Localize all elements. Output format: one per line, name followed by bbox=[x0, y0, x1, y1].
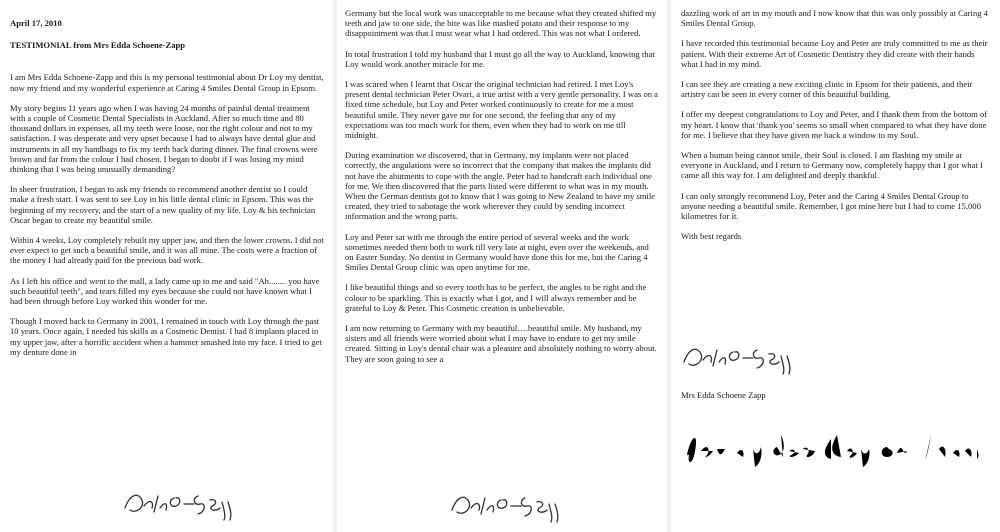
paragraph: I can see they are creating a new exciting clinic in Epsom for their patients, and their artistry can be seen in every corner of this beautiful building. bbox=[681, 79, 973, 100]
testimonial-heading: TESTIMONIAL from Mrs Edda Schoene-Zapp bbox=[10, 40, 186, 51]
signer-name: Mrs Edda Schoene Zapp bbox=[681, 390, 766, 400]
letter-page-3 bbox=[671, 0, 1000, 532]
paragraph: When a human being cannot smile, their Soul is closed. I am flashing my smile at everyone in Auckland, and I return to Germany now, completely happy that I got what I came all this way for. I am delighted and deeply thankful. bbox=[681, 150, 983, 181]
paragraph: In sheer frustration, I began to ask my friends to recommend another dentist so I could make a fresh start. I was sent to see Loy in his little dental clinic in Epsom. This was the beginning of my recovery, and the start of a new quality of my life. Loy & his technician Oscar began to create my beautiful smile. bbox=[10, 184, 316, 225]
paragraph: I can only strongly recommend Loy, Peter and the Caring 4 Smiles Dental Group to anyone needing a beautiful smile. Remember, I got mine here but I had to come 15,000 kilometres for it. bbox=[681, 190, 981, 222]
signature-image bbox=[447, 488, 567, 524]
paragraph: As I left his office and went to the mall, a lady came up to me and said "Ah........ you have such beautiful teeth", and tears filled my eyes because she could not have known what I had been through before Loy worked this wonder for me. bbox=[10, 275, 320, 307]
paragraph: Though I moved back to Germany in 2001, I remained in touch with Loy through the past 10 years. Once again, I needed his skills as a Cosmetic Dentist. I had 8 implants placed in my upper jaw, after a horrific accident when a hammer smashed into my face. I tried to get my denture done in bbox=[10, 316, 322, 357]
letter-date: April 17, 2010 bbox=[10, 18, 62, 28]
paragraph: I have recorded this testimonial because Loy and Peter are truly committed to me as their patient. With their extreme Art of Cosmetic Dentistry they did create with their hands what I had in my mind. bbox=[681, 38, 988, 69]
letter-page-1 bbox=[0, 0, 333, 532]
paragraph: In total frustration I told my husband that I must go all the way to Auckland, knowing that Loy would work another miracle for me. bbox=[345, 48, 655, 69]
letter-page-2 bbox=[337, 0, 667, 532]
closing-line: With best regards bbox=[681, 231, 742, 242]
paragraph: During examination we discovered, that in Germany, my implants were not placed correctly, the angulations were so incorrect that the company that makes the implants did not have the abutments to cope with the angle. Peter had to handcraft each individual one for me. We then discovered that the parts listed were different to what was in my mouth. When the German dentists got to know that I was going to New Zealand to have my smile created, they tried to sabotage the work wherever they could by sending incorrect information and the wrong parts. bbox=[345, 150, 656, 222]
handwritten-dedication bbox=[681, 425, 981, 471]
signature-image bbox=[679, 340, 799, 376]
handwritten-signature bbox=[679, 340, 799, 376]
dedication-image bbox=[681, 425, 981, 471]
paragraph: Loy and Peter sat with me through the entire period of several weeks and the work sometimes needed them both to work till very late at night, even over the weekends, and on Easter Sunday. No dentist in Germany would have done this for me, but the Caring 4 Smiles Dental Group clinic was open anytime for me. bbox=[345, 231, 649, 273]
paragraph: dazzling work of art in my mouth and I now know that this was only possibly at Caring 4 Smiles Dental Group. bbox=[681, 8, 988, 29]
paragraph: I am now returning to Germany with my beautiful….beautiful smile. My husband, my sisters and all friends were worried about what I may have to endure to get my smile created. Sitting in Loy's dental chair was a pleasure and absolutely nothing to worry about. They are soon going to see a bbox=[345, 323, 657, 364]
paragraph: My story begins 11 years ago when I was having 24 months of painful dental treatment with a couple of Cosmetic Dental Specialists in Auckland. After so much time and 80 thousand dollars in expenses, all my teeth were loose, not the right colour and not to my satisfaction. I was desperate and very upset because I had to always have dental glue and instruments in all my handbags to fix my teeth back during dinner. The final crowns were brown and far from the colour I had chosen. I began to doubt if I was losing my mind thinking that I was being unusually demanding? bbox=[10, 102, 318, 175]
paragraph: Germany but the local work was unacceptable to me because what they created shifted my teeth and jaw to one side, the bite was like mashed potato and their response to my disappointment was that I must wear what I had ordered. This was not what I ordered. bbox=[345, 8, 657, 39]
paragraph: I am Mrs Edda Schoene-Zapp and this is my personal testimonial about Dr Loy my dentist, now my friend and my wonderful experience at Caring 4 Smiles Dental Group in Epsom. bbox=[10, 72, 324, 93]
paragraph: I like beautiful things and so every tooth has to be perfect, the angles to be right and the colour to be sparkling. This is exactly what I got, and I will always remember and be grateful to Loy & Peter. This Cosmetic creation is unbelievable. bbox=[345, 282, 647, 313]
signature-image bbox=[120, 486, 240, 522]
paragraph: Within 4 weeks, Loy completely rebuilt my upper jaw, and then the lower crowns. I did not ever expect to get such a beautiful smile, and it was all mine. The costs were a fraction of the money I had already paid for the previous bad work. bbox=[10, 235, 324, 266]
paragraph: I was scared when I learnt that Oscar the original technician had retired. I met Loy's present dental technician Peter Ovari, a true artist with a very gentle personality. I was on a fixed time schedule, but Loy and Peter worked continuously to create for me a most beautiful smile. They never gave me for one second, the feeling that any of my expectations was too much work for them, even when they had to work on me till midnight. bbox=[345, 79, 659, 141]
paragraph: I offer my deepest congratulations to Loy and Peter, and I thank them from the bottom of my heart. I know that 'thank you' seems so small when compared to what they have done for me. I believe that they have given me back a window to my Soul. bbox=[681, 109, 988, 140]
handwritten-signature bbox=[120, 486, 240, 522]
handwritten-signature bbox=[447, 488, 567, 524]
